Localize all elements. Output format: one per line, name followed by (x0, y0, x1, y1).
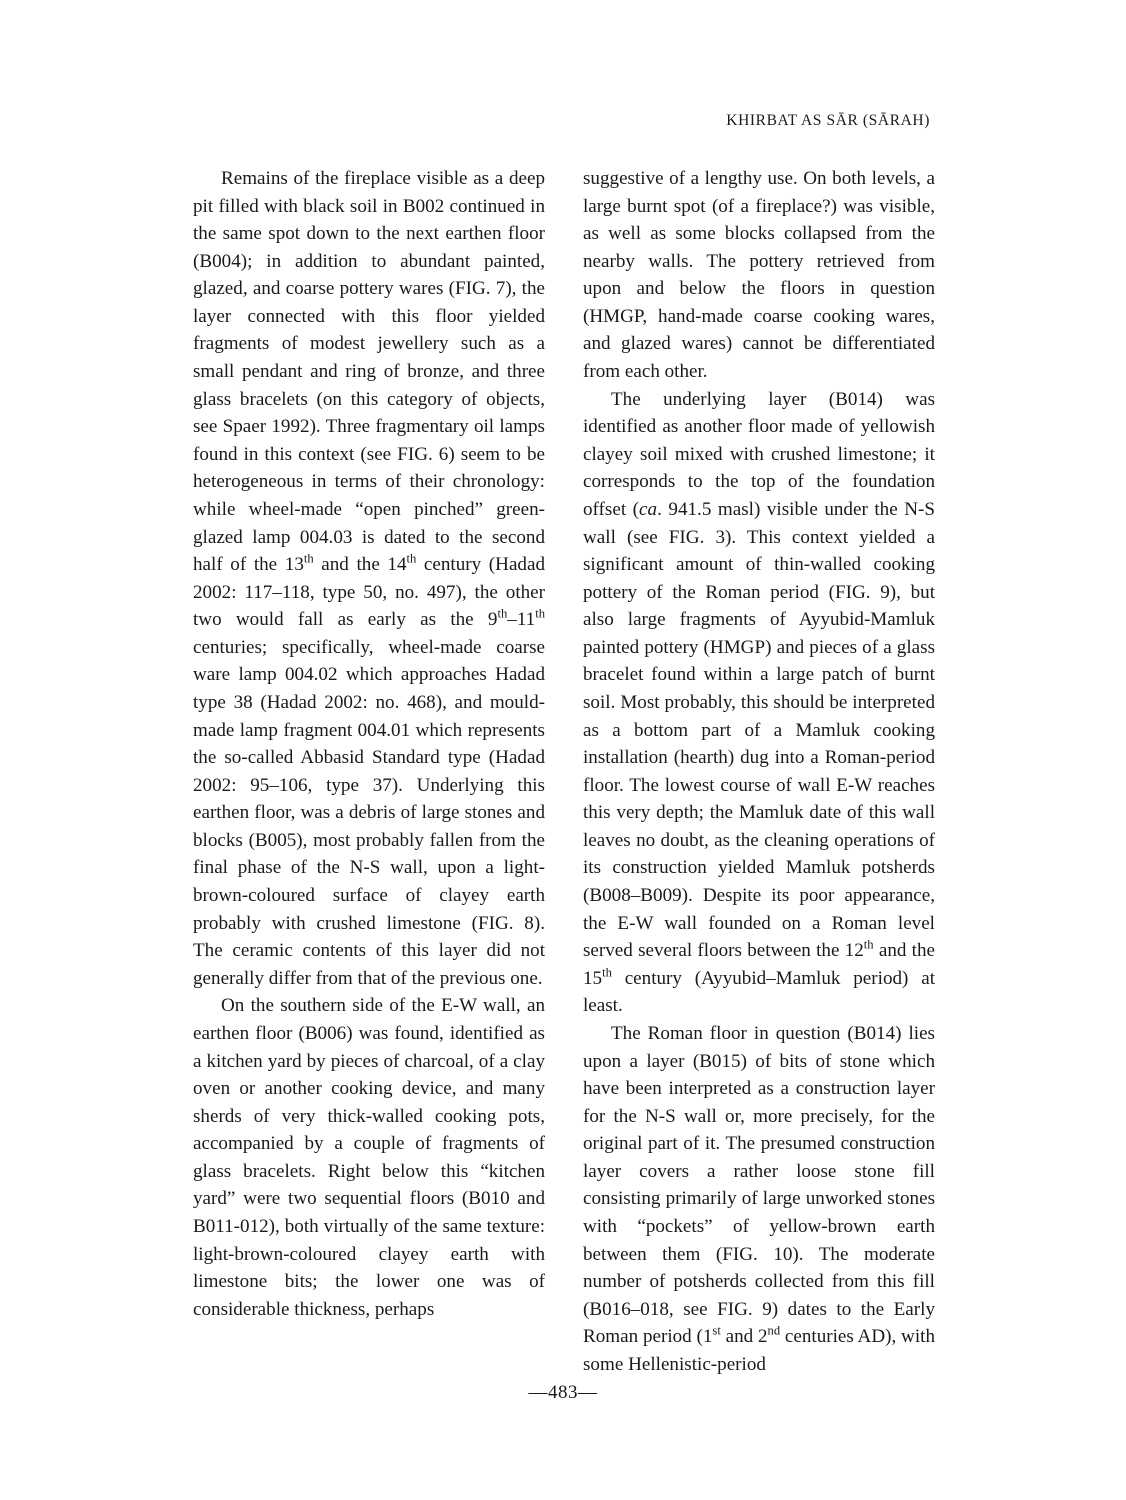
paragraph-text: On the southern side of the E-W wall, an earthen floor (B006) was found, identified as a kitchen yard by pieces of charcoal, of a clay oven or another cooking device, and many sherds of very thick-walled cooking pots, accompanied by a couple of fragments of glass bracelets. Right below this “kitchen yard” were two sequential floors (B010 and B011-012), both virtually of the same texture: light-brown-coloured clayey earth with limestone bits; the lower one was of considerable thickness, perhaps (193, 995, 545, 1320)
paragraph (583, 165, 935, 386)
left-column (193, 165, 545, 1378)
paragraph-text: Remains of the fireplace visible as a deep pit filled with black soil in B002 continued in the same spot down to the next earthen floor (B004); in addition to abundant painted, glazed, and coarse pottery wares (FIG. 7), the layer connected with this floor yielded fragments of modest jewellery such as a small pendant and ring of bronze, and three glass bracelets (on this category of objects, see Spaer 1992). Three fragmentary oil lamps found in this context (see FIG. 6) seem to be heterogeneous in terms of their chronology: while wheel-made “open pinched” green-glazed lamp 004.03 is dated to the second half of the 13th and the 14th century (Hadad 2002: 117–118, type 50, no. 497), the other two would fall as early as the 9th–11th centuries; specifically, wheel-made coarse ware lamp 004.02 which approaches Hadad type 38 (Hadad 2002: no. 468), and mould-made lamp fragment 004.01 which represents the so-called Abbasid Standard type (Hadad 2002: 95–106, type 37). Underlying this earthen floor, was a debris of large stones and blocks (B005), most probably fallen from the final phase of the N-S wall, upon a light-brown-coloured surface of clayey earth probably with crushed limestone (FIG. 8). The ceramic contents of this layer did not generally differ from that of the previous one. (193, 168, 545, 989)
paragraph-text: The Roman floor in question (B014) lies upon a layer (B015) of bits of stone which have been interpreted as a construction layer for the N-S wall or, more precisely, for the original part of it. The presumed construction layer covers a rather loose stone fill consisting primarily of large unworked stones with “pockets” of yellow-brown earth between them (FIG. 10). The moderate number of potsherds collected from this fill (B016–018, see FIG. 9) dates to the Early Roman period (1st and 2nd centuries AD), with some Hellenistic-period (583, 1022, 936, 1375)
paragraph (583, 1020, 935, 1379)
right-column (583, 165, 935, 1378)
paragraph (583, 386, 935, 1020)
paragraph (193, 165, 545, 992)
body-columns (193, 165, 935, 1378)
running-head: KHIRBAT AS SĀR (SĀRAH) (726, 112, 930, 129)
paragraph-text: The underlying layer (B014) was identified as another floor made of yellowish clayey soil mixed with crushed limestone; it corresponds to the top of the foundation offset (ca. 941.5 masl) visible under the N-S wall (see FIG. 3). This context yielded a significant amount of thin-walled cooking pottery of the Roman period (FIG. 9), but also large fragments of Ayyubid-Mamluk painted pottery (HMGP) and pieces of a glass bracelet found within a large patch of burnt soil. Most probably, this should be interpreted as a bottom part of a Mamluk cooking installation (hearth) dug into a Roman-period floor. The lowest course of wall E-W reaches this very depth; the Mamluk date of this wall leaves no doubt, as the cleaning operations of its construction yielded Mamluk potsherds (B008–B009). Despite its poor appearance, the E-W wall founded on a Roman level served several floors between the 12th and the 15th century (Ayyubid–Mamluk period) at least. (583, 388, 936, 1017)
paragraph-text: suggestive of a lengthy use. On both levels, a large burnt spot (of a fireplace?) was visible, as well as some blocks collapsed from the nearby walls. The pottery retrieved from upon and below the floors in question (HMGP, hand-made coarse cooking wares, and glazed wares) cannot be differentiated from each other. (583, 168, 935, 383)
page-number: —483— (528, 1382, 598, 1403)
paragraph (193, 992, 545, 1323)
